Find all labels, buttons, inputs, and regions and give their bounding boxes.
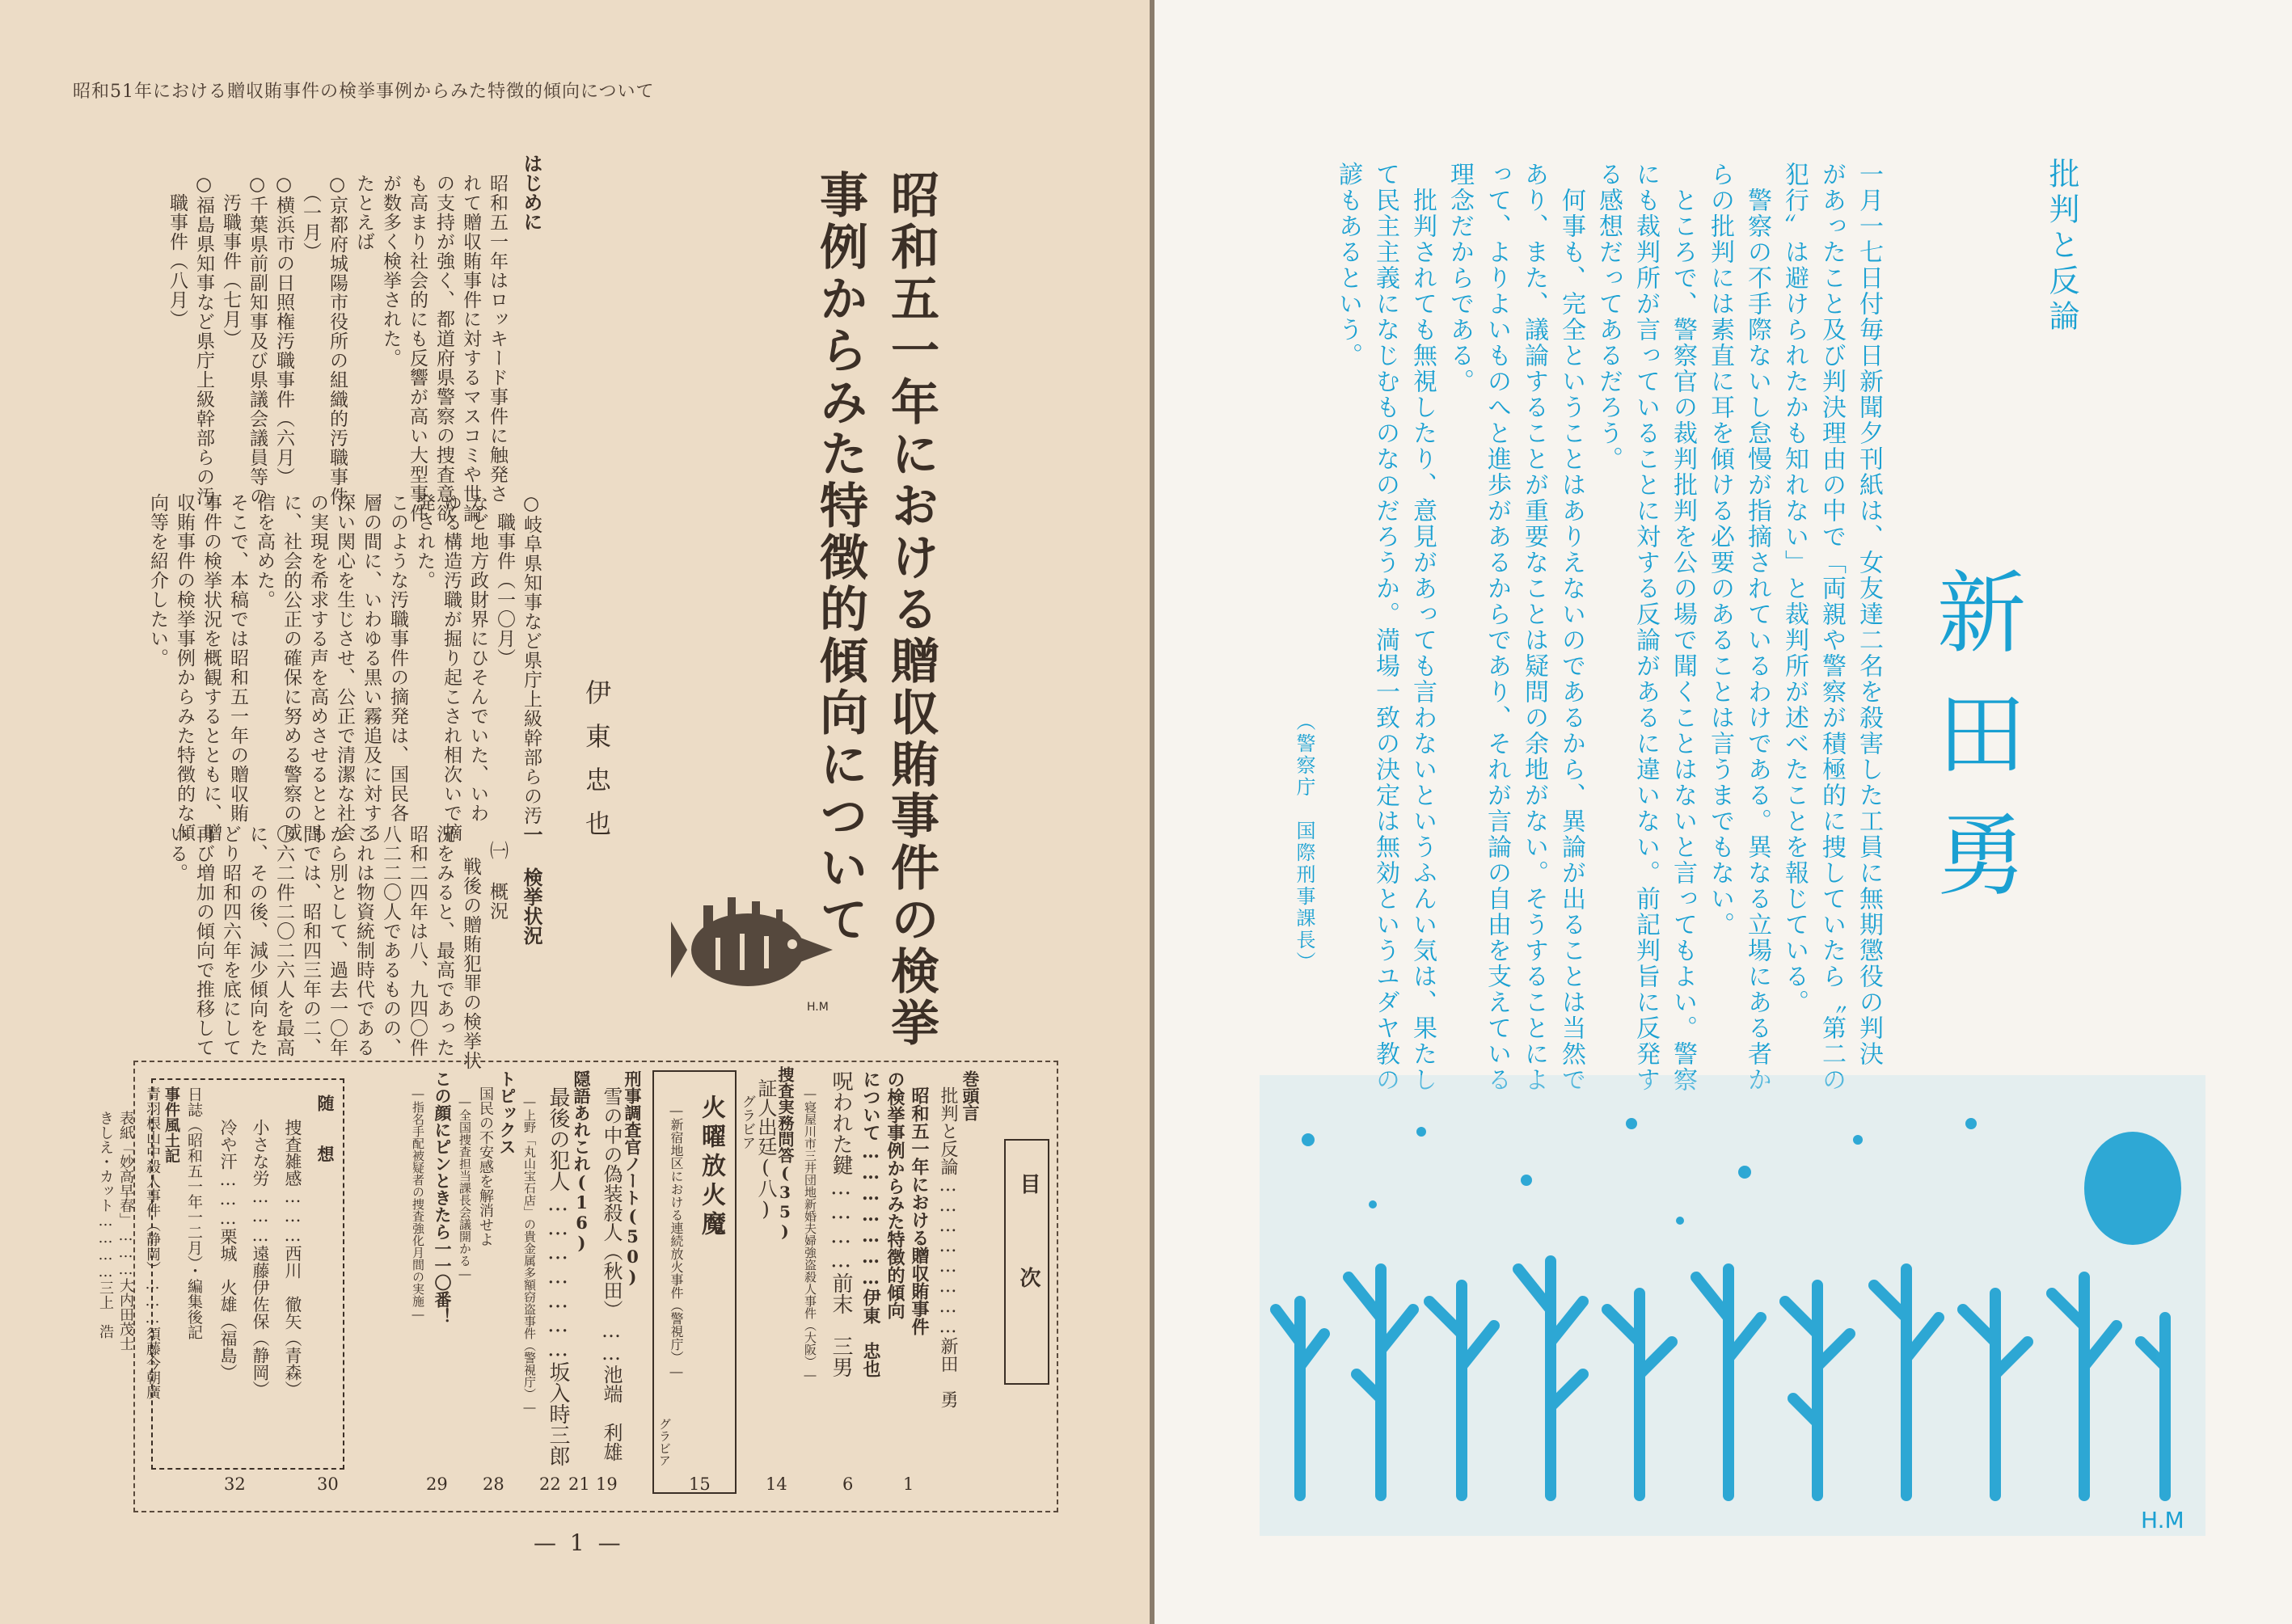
arrest-line: 〇六二件二〇二六人を最高 xyxy=(273,825,294,1057)
editorial-line: あり、また、議論することが重要なことは疑問の余地がない。そうすることによ xyxy=(1520,162,1548,1093)
intro-line: そこで、本稿では昭和五一年の贈収賄 xyxy=(227,493,248,823)
intro-line: 向等を紹介したい。 xyxy=(147,493,168,668)
toc-entry-sub: グラビア xyxy=(657,1418,672,1466)
intro-line: の実現を希求する声を高めさせるととも xyxy=(307,493,328,842)
editorial-line: 一月一七日付毎日新聞夕刊紙は、女友達二名を殺害した工員に無期懲役の判決 xyxy=(1855,162,1883,1067)
toc-entry: 随 想 xyxy=(315,1095,336,1162)
right-page xyxy=(1154,0,2292,1624)
intro-line: ○京都府城陽市役所の組織的汚職事件 xyxy=(327,174,348,506)
toc-page-number: 19 xyxy=(596,1474,618,1494)
intro-line: 深い関心を生じさせ、公正で清潔な社会 xyxy=(334,493,355,842)
intro-line: 事件の検挙状況を概観するとともに、贈 xyxy=(200,493,222,842)
intro-line: 信を高めた。 xyxy=(254,493,275,610)
toc-page-number: 21 xyxy=(568,1474,590,1494)
intro-line: ○横浜市の日照権汚職事件（六月） xyxy=(273,174,294,487)
toc-entry[interactable]: 表紙「妙高早春」………大内田茂士 xyxy=(117,1111,134,1351)
running-head: 昭和51年における贈収賄事件の検挙事例からみた特徴的傾向について xyxy=(73,82,655,102)
article-title-line-1: 昭和五一年における贈収賄事件の検挙 xyxy=(883,170,939,1049)
sketch-initials: H.M xyxy=(807,1001,829,1014)
toc-page-number: 22 xyxy=(539,1474,561,1494)
editorial-line: にも裁判所が言っていることに対する反論があるに違いない。前記判旨に反発す xyxy=(1631,162,1660,1093)
toc-label-box xyxy=(1004,1139,1049,1385)
toc-entry-sub: ―新宿地区における連続放火事件（警視庁）― xyxy=(669,1103,684,1379)
intro-line: 汚職事件（七月） xyxy=(220,174,241,348)
intro-line: 発された。 xyxy=(414,493,435,590)
toc-entry[interactable]: 事件風土記 xyxy=(163,1086,180,1163)
editorial-line: 何事も、完全ということはありえないのであるから、異論が出ることは当然で xyxy=(1557,162,1585,1093)
toc-entry[interactable]: 青羽根山中殺人事件（静岡）………須藤今朝廣 xyxy=(144,1086,161,1399)
article-author: 伊東忠也 xyxy=(581,679,612,854)
toc-label: 目次 xyxy=(1016,1173,1040,1360)
toc-entry[interactable]: 火曜放火魔 xyxy=(697,1095,725,1240)
editorial-line: らの批判には素直に耳を傾ける必要のあることは言うまでもない。 xyxy=(1706,162,1734,938)
intro-line: に、社会的公正の確保に努める警察の威 xyxy=(281,493,302,842)
arrest-line: これは物資統制時代である xyxy=(353,825,374,1057)
crayon-forest-illustration xyxy=(1260,1075,2205,1536)
editorial-line: る感想だってあるだろう。 xyxy=(1594,162,1623,472)
toc-entry[interactable]: 捜査実務問答(35) xyxy=(775,1066,795,1241)
intro-line: このような汚職事件の摘発は、国民各 xyxy=(387,493,408,823)
toc-entry[interactable]: 隠語あれこれ(16) xyxy=(572,1070,592,1253)
intro-line: も高まり社会的にも反響が高い大型事件 xyxy=(407,174,428,523)
intro-line: 職事件（八月） xyxy=(167,174,188,329)
toc-page-number: 28 xyxy=(483,1474,504,1494)
arrest-line: 況をみると、最高であった xyxy=(433,825,454,1057)
arrest-line: から別として、過去一〇年 xyxy=(327,825,348,1057)
author-affiliation: （警察庁 国際刑事課長） xyxy=(1293,711,1315,973)
toc-page-number: 32 xyxy=(224,1474,246,1494)
editorial-line: て民主主義になじむものなのだろうか。満場一致の決定は無効というユダヤ教の xyxy=(1371,162,1399,1093)
toc-entry-sub: ―上野「丸山宝石店」の貴金属多額窃盗事件（警視庁）― xyxy=(522,1095,537,1415)
page-folio: — 1 — xyxy=(534,1529,624,1556)
toc-entry[interactable]: について…………………伊東 忠也 xyxy=(860,1070,881,1377)
intro-line: 昭和五一年はロッキード事件に触発さ xyxy=(487,174,508,504)
heading-intro: はじめに xyxy=(520,154,543,231)
fish-sketch-illustration xyxy=(671,873,841,1019)
toc-entry[interactable]: 日誌（昭和五一年一二月）・編集後記 xyxy=(185,1086,203,1340)
toc-page-number: 15 xyxy=(689,1474,711,1494)
toc-entry[interactable]: 昭和五一年における贈収賄事件 xyxy=(909,1086,930,1335)
arrest-line: どり昭和四六年を底にして xyxy=(220,825,241,1057)
toc-entry-sub: ―指名手配被疑者の捜査強化月間の実施― xyxy=(411,1086,425,1322)
editorial-line: ところで、警察官の裁判批判を公の場で聞くことはないと言ってもよい。警察 xyxy=(1669,162,1697,1093)
intro-line: たとえば xyxy=(353,174,374,251)
editorial-line: 批判されても無視したり、意見があっても言わないというふんい気は、果たし xyxy=(1408,162,1437,1093)
toc-entry[interactable]: この顔にピンときたら一一〇番！ xyxy=(433,1070,453,1325)
intro-line: 職事件（一〇月） xyxy=(494,493,515,668)
editorial-title: 批判と反論 xyxy=(2044,158,2079,335)
editorial-line: があったこと及び判決理由の中で「両親や警察が積極的に捜していたら〝第二の xyxy=(1817,162,1846,1093)
toc-page-number: 14 xyxy=(766,1474,787,1494)
intro-line: （一月） xyxy=(300,174,321,262)
toc-entry[interactable]: 小さな労………遠藤伊佐保（静岡） xyxy=(251,1119,270,1398)
intro-line: ○千葉県前副知事及び県議会議員等の xyxy=(247,174,268,506)
toc-page-number: 30 xyxy=(317,1474,339,1494)
toc-entry[interactable]: 冷や汗………栗城 火雄（福島） xyxy=(218,1119,238,1381)
toc-entry[interactable]: 巻頭言 xyxy=(960,1070,981,1121)
arrest-line: 戦後の贈賄犯罪の検挙状 xyxy=(460,857,481,1070)
arrest-line: 昭和二四年は八、九四〇件 xyxy=(407,825,428,1057)
intro-line: の支持が強く、都道府県警察の捜査意欲 xyxy=(433,174,454,523)
heading-arrest-status: 一 検挙状況 xyxy=(520,825,543,945)
toc-entry[interactable]: 呪われた鍵…………前末 三男 xyxy=(829,1070,853,1377)
editorial-line: 諺もあるという。 xyxy=(1334,162,1362,369)
illustration-initials: H.M xyxy=(2141,1507,2184,1533)
toc-entry[interactable]: の検挙事例からみた特徴的傾向 xyxy=(884,1070,905,1319)
toc-entry[interactable]: 最後の犯人…………………坂入時三郎 xyxy=(546,1086,570,1466)
editorial-line: 警察の不手際ないし怠慢が指摘されているわけである。異なる立場にある者か xyxy=(1743,162,1771,1093)
editorial-line: 理念だからである。 xyxy=(1446,162,1474,394)
article-title-line-2: 事例からみた特徴的傾向について xyxy=(812,170,868,946)
toc-entry: グラビア xyxy=(739,1095,755,1149)
author-signature: 新田勇 xyxy=(1923,566,2026,930)
toc-entry[interactable]: トピックス xyxy=(497,1070,517,1155)
intro-line: 収賄事件の検挙事例からみた特徴的な傾 xyxy=(174,493,195,842)
toc-entry-sub: ―全国捜査担当課長会議開かる― xyxy=(458,1095,472,1281)
toc-entry[interactable]: 証人出廷(八) xyxy=(754,1078,777,1221)
arrest-line: 八二二〇人であるものの、 xyxy=(380,825,401,1057)
intro-line: 層の間に、いわゆる黒い霧追及に対する xyxy=(361,493,382,842)
intro-line: れて贈収賄事件に対するマスコミや世論 xyxy=(460,174,481,523)
toc-entry[interactable]: 国民の不安感を解消せよ xyxy=(477,1086,494,1246)
toc-entry[interactable]: きしえ・カット…………三上 浩 xyxy=(97,1111,114,1339)
arrest-line: 再び増加の傾向で推移して xyxy=(193,825,214,1057)
arrest-line: 間では、昭和四三年の二、 xyxy=(300,825,321,1057)
editorial-line: って、よりよいものへと進歩があるからであり、それが言論の自由を支えている xyxy=(1483,162,1511,1093)
intro-line: など地方政財界にひそんでいた、いわ xyxy=(467,493,488,823)
editorial-line: 犯行〟は避けられたかも知れない」と裁判所が述べたことを報じている。 xyxy=(1780,162,1809,1015)
intro-line: が数多く検挙された。 xyxy=(380,174,401,368)
table-of-contents xyxy=(97,1061,1058,1512)
toc-entry[interactable]: 捜査雑感………西川 徹矢（青森） xyxy=(283,1119,302,1398)
arrest-line: に、その後、減少傾向をた xyxy=(247,825,268,1057)
toc-entry[interactable]: 批判と反論……………………新田 勇 xyxy=(938,1086,958,1408)
arrest-line: いる。 xyxy=(167,825,188,883)
toc-entry[interactable]: 雪の中の偽装殺人（秋田）……池端 利雄 xyxy=(600,1086,623,1462)
intro-line: ○福島県知事など県庁上級幹部らの汚 xyxy=(193,174,214,506)
toc-entry[interactable]: 刑事調査官ノート(50) xyxy=(623,1070,643,1287)
toc-entry-sub: ―寝屋川市三井団地新婚夫婦強盗殺人事件（大阪）― xyxy=(803,1086,817,1382)
toc-page-number: 6 xyxy=(842,1474,854,1494)
toc-page-number: 29 xyxy=(426,1474,448,1494)
subheading-overview: ㈠ 概況 xyxy=(487,841,508,921)
toc-page-number: 1 xyxy=(903,1474,914,1494)
intro-line: ゆる構造汚職が掘り起こされ相次いで摘 xyxy=(441,493,462,842)
intro-line: ○岐阜県知事など県庁上級幹部らの汚 xyxy=(521,493,542,825)
